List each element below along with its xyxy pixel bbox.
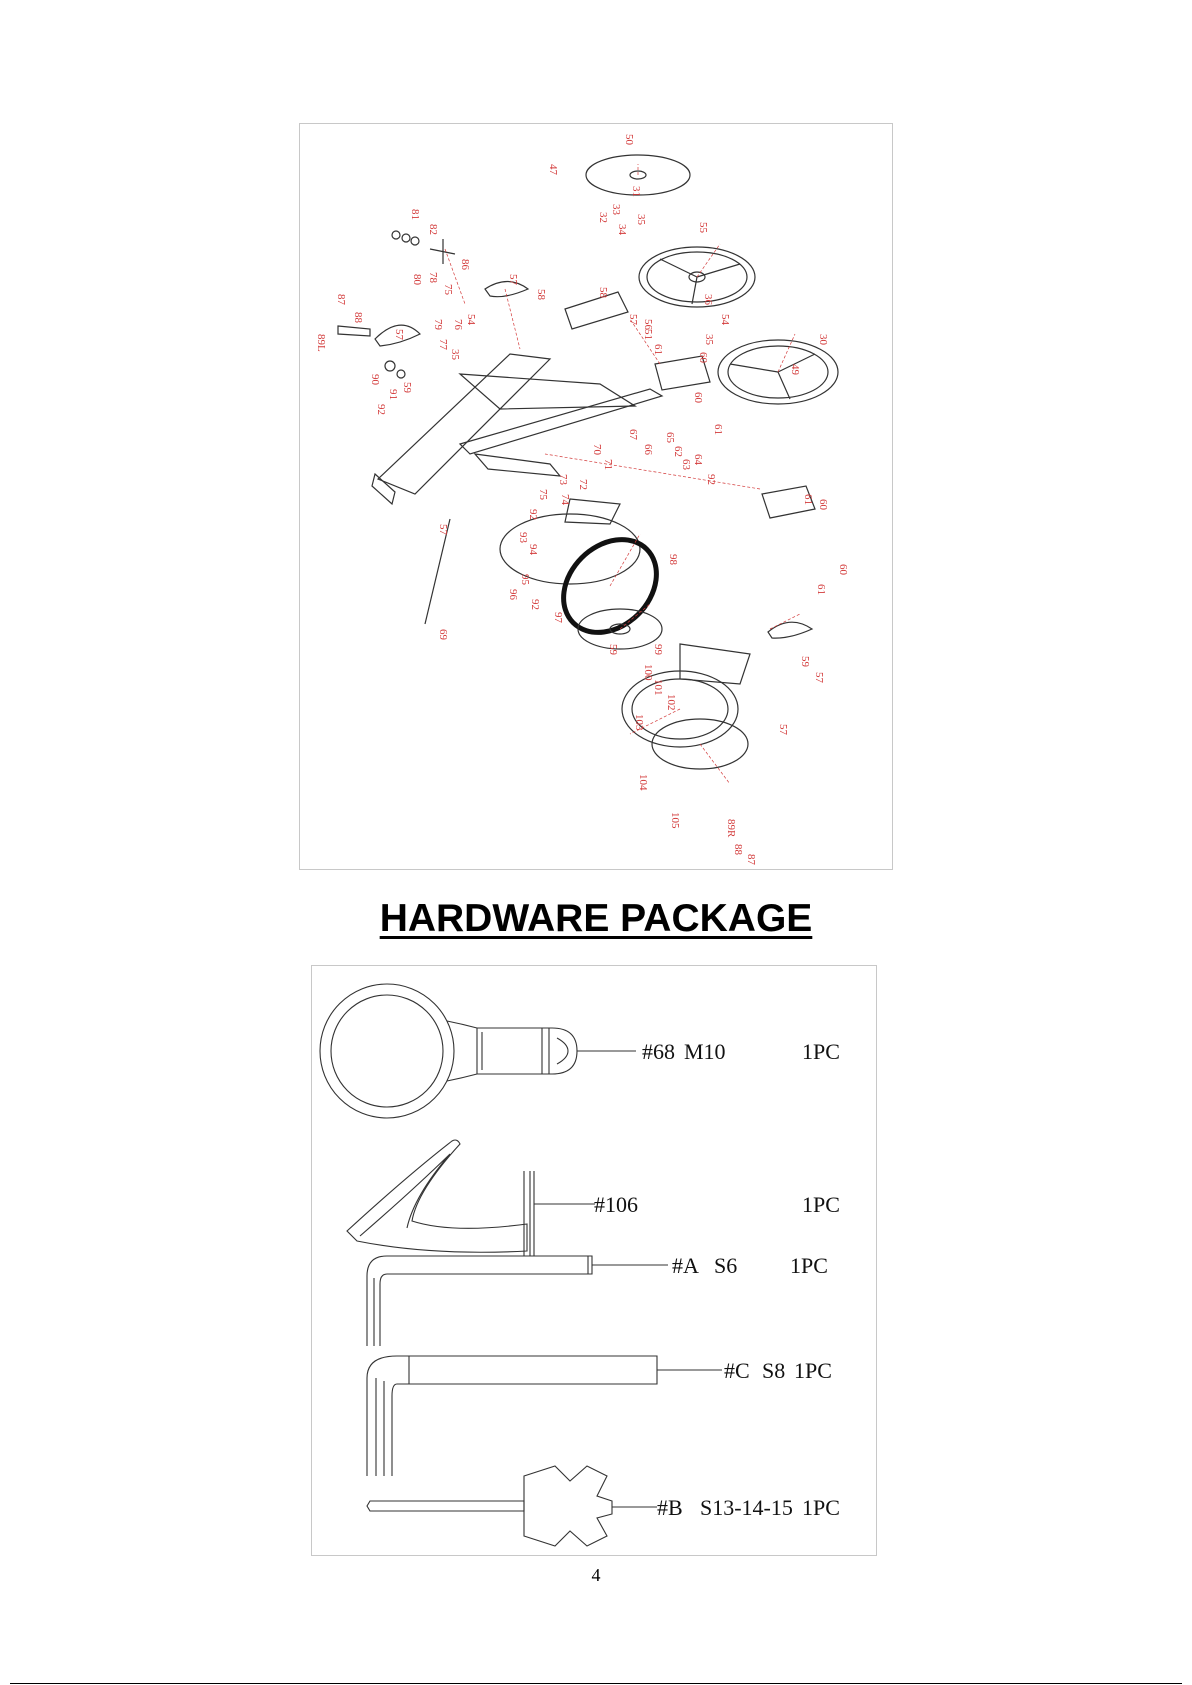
svg-text:61: 61 <box>815 584 827 595</box>
svg-text:75: 75 <box>442 284 454 295</box>
svg-text:99: 99 <box>652 644 664 655</box>
svg-text:50: 50 <box>623 134 635 145</box>
svg-text:58: 58 <box>535 289 547 300</box>
svg-text:35: 35 <box>449 349 461 360</box>
item-a-part: #A <box>672 1253 699 1278</box>
svg-text:102: 102 <box>665 694 677 711</box>
svg-text:104: 104 <box>637 774 649 791</box>
svg-text:33: 33 <box>610 204 622 215</box>
item-c-size: S8 <box>762 1358 786 1383</box>
page-number: 4 <box>591 1565 601 1585</box>
svg-text:69: 69 <box>437 629 449 640</box>
svg-text:86: 86 <box>459 259 471 270</box>
svg-text:92: 92 <box>527 509 539 520</box>
item-106-part: #106 <box>594 1192 638 1217</box>
svg-text:57: 57 <box>437 524 449 535</box>
allen-key-s6-drawing <box>367 1256 668 1346</box>
svg-text:94: 94 <box>527 544 539 555</box>
svg-text:36: 36 <box>702 294 714 305</box>
allen-key-s8-drawing <box>367 1356 722 1476</box>
section-title: HARDWARE PACKAGE <box>379 897 813 940</box>
svg-text:96: 96 <box>507 589 519 600</box>
svg-text:59: 59 <box>401 382 413 393</box>
svg-text:91: 91 <box>387 389 399 400</box>
svg-text:47: 47 <box>547 164 559 175</box>
svg-text:80: 80 <box>411 274 423 285</box>
svg-text:88: 88 <box>352 312 364 323</box>
svg-text:73: 73 <box>557 474 569 485</box>
svg-text:89R: 89R <box>725 819 737 838</box>
svg-text:32: 32 <box>597 212 609 223</box>
svg-text:62: 62 <box>672 446 684 457</box>
svg-text:61: 61 <box>652 344 664 355</box>
svg-text:30: 30 <box>817 334 829 345</box>
bracket-106-drawing <box>347 1140 595 1256</box>
svg-text:59: 59 <box>799 656 811 667</box>
svg-text:79: 79 <box>432 319 444 330</box>
svg-text:92: 92 <box>529 599 541 610</box>
svg-text:35: 35 <box>635 214 647 225</box>
svg-text:59: 59 <box>607 644 619 655</box>
svg-text:87: 87 <box>745 854 757 865</box>
svg-text:100: 100 <box>642 664 654 681</box>
svg-text:58: 58 <box>597 287 609 298</box>
svg-text:57: 57 <box>627 314 639 325</box>
svg-text:101: 101 <box>652 679 664 696</box>
item-a-size: S6 <box>714 1253 738 1278</box>
frame-beam <box>460 389 662 454</box>
item-c-part: #C <box>724 1358 750 1383</box>
svg-text:49: 49 <box>789 364 801 375</box>
svg-text:93: 93 <box>517 532 529 543</box>
hardware-drawing <box>312 966 876 1555</box>
svg-text:88: 88 <box>732 844 744 855</box>
exploded-view-diagram <box>299 123 893 870</box>
svg-text:57: 57 <box>777 724 789 735</box>
frame-top <box>460 374 635 409</box>
svg-text:70: 70 <box>591 444 603 455</box>
svg-text:51: 51 <box>642 329 654 340</box>
item-68-part: #68 <box>642 1039 675 1064</box>
svg-text:72: 72 <box>577 479 589 490</box>
svg-text:77: 77 <box>437 339 449 350</box>
svg-text:60: 60 <box>817 499 829 510</box>
svg-text:60: 60 <box>692 392 704 403</box>
svg-text:95: 95 <box>519 574 531 585</box>
svg-text:55: 55 <box>697 222 709 233</box>
svg-text:57: 57 <box>507 274 519 285</box>
svg-text:35: 35 <box>703 334 715 345</box>
svg-text:71: 71 <box>602 459 614 470</box>
svg-text:61: 61 <box>802 494 814 505</box>
seat-cushion <box>565 292 628 329</box>
svg-text:92: 92 <box>375 404 387 415</box>
svg-text:98: 98 <box>667 554 679 565</box>
svg-text:87: 87 <box>335 294 347 305</box>
svg-text:65: 65 <box>664 432 676 443</box>
item-b-size: S13-14-15 <box>700 1495 793 1520</box>
svg-text:61: 61 <box>712 424 724 435</box>
svg-text:76: 76 <box>452 319 464 330</box>
svg-text:57: 57 <box>813 672 825 683</box>
hardware-package-panel <box>311 965 877 1556</box>
svg-text:97: 97 <box>552 612 564 623</box>
svg-text:56: 56 <box>642 319 654 330</box>
armrest-right <box>768 622 812 638</box>
svg-text:54: 54 <box>719 314 731 325</box>
svg-text:82: 82 <box>427 224 439 235</box>
item-a-qty: 1PC <box>790 1253 828 1278</box>
svg-text:89L: 89L <box>315 334 327 352</box>
svg-text:74: 74 <box>559 494 571 505</box>
svg-text:105: 105 <box>669 812 681 829</box>
svg-text:66: 66 <box>642 444 654 455</box>
svg-text:60: 60 <box>697 352 709 363</box>
svg-text:67: 67 <box>627 429 639 440</box>
svg-text:103: 103 <box>633 714 645 731</box>
svg-text:75: 75 <box>537 489 549 500</box>
item-b-qty: 1PC <box>802 1495 840 1520</box>
footer-rule <box>10 1683 1182 1684</box>
svg-text:78: 78 <box>427 272 439 283</box>
svg-text:90: 90 <box>369 374 381 385</box>
svg-text:31: 31 <box>630 186 642 197</box>
svg-text:92: 92 <box>705 474 717 485</box>
wrench-s13-drawing <box>367 1466 657 1546</box>
svg-text:34: 34 <box>616 224 628 235</box>
svg-text:57: 57 <box>393 329 405 340</box>
svg-text:63: 63 <box>680 459 692 470</box>
exploded-view-drawing <box>300 124 892 869</box>
svg-text:60: 60 <box>837 564 849 575</box>
item-68-size: M10 <box>684 1039 726 1064</box>
knob-68-drawing <box>320 984 636 1118</box>
item-c-qty: 1PC <box>794 1358 832 1383</box>
svg-text:54: 54 <box>465 314 477 325</box>
item-68-qty: 1PC <box>802 1039 840 1064</box>
item-106-qty: 1PC <box>802 1192 840 1217</box>
svg-text:81: 81 <box>409 209 421 220</box>
svg-text:64: 64 <box>692 454 704 465</box>
item-b-part: #B <box>657 1495 683 1520</box>
